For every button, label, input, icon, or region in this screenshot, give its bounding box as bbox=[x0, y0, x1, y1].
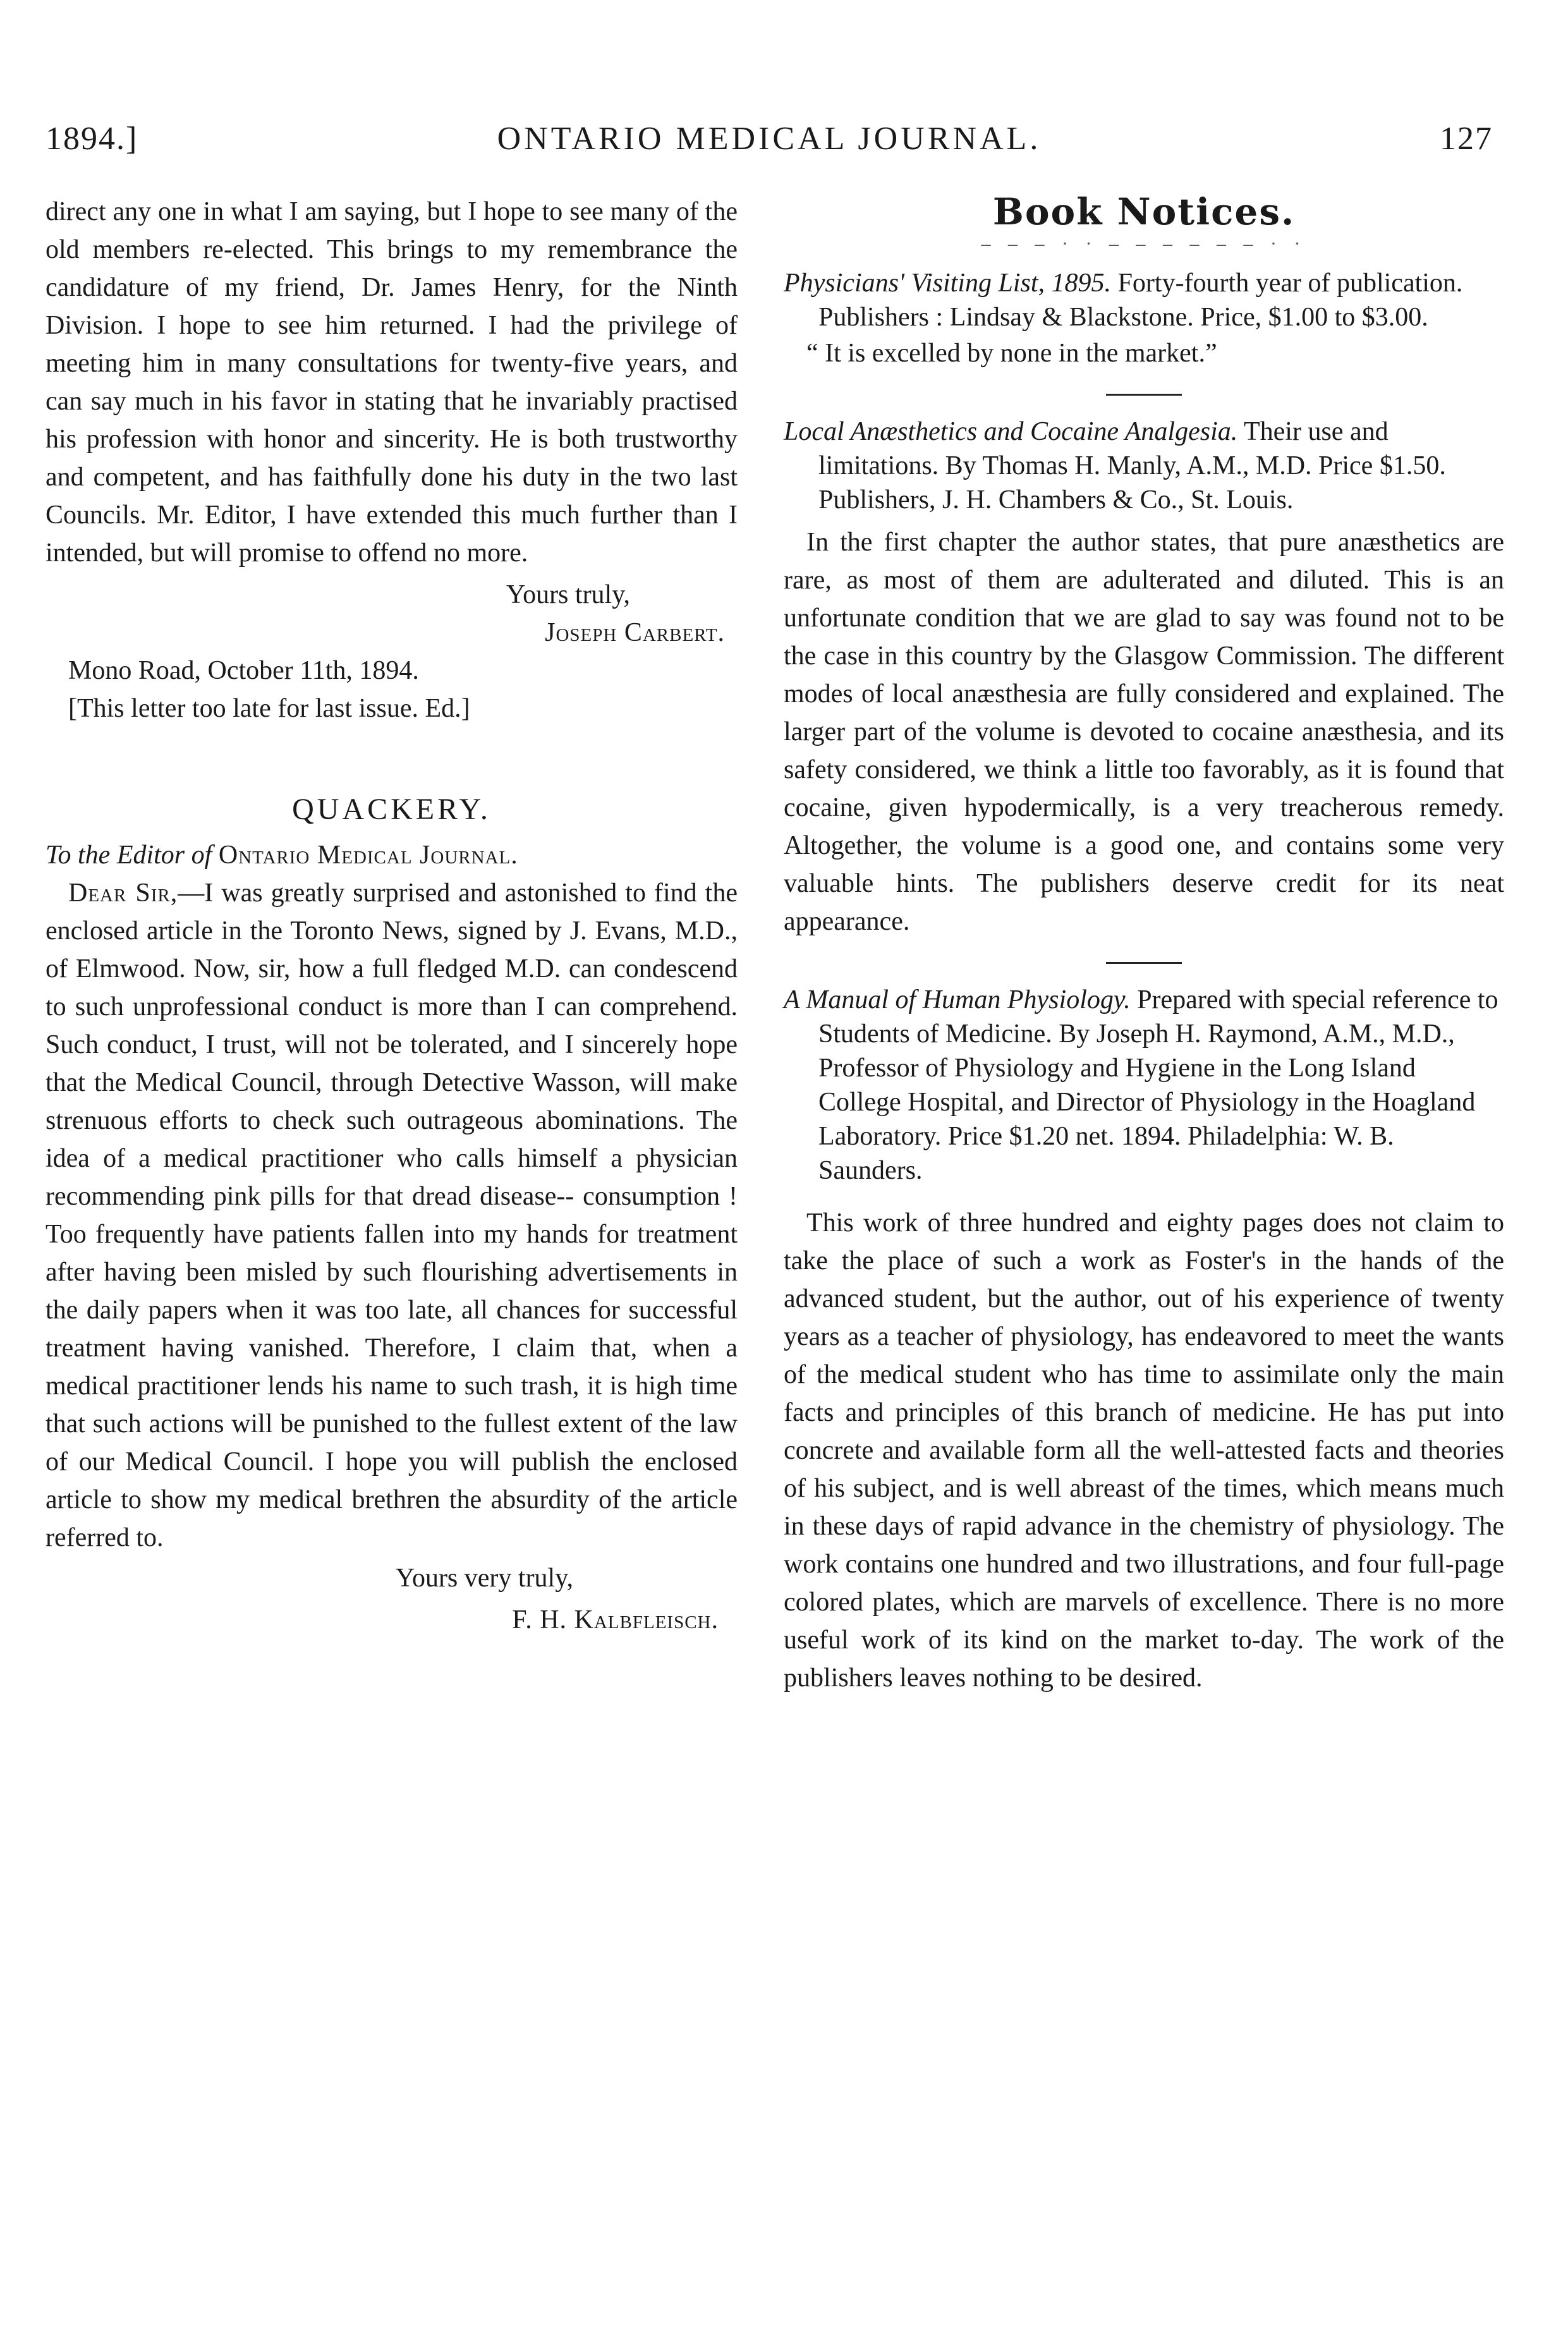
quackery-body-text: —I was greatly surprised and astonished to find the enclosed article in the Toronto News, signed by J. Evans, M.D., of Elmwood. Now, sir, how a full fledged M.D. can condescend to such unprofessional conduct is more than I can comprehend. Such conduct, I trust, will not be tolerated, and I sincerely hope that the Medical Council, through Detective Wasson, will make strenuous efforts to check such outrageous abominations. The idea of a medical practitioner who calls himself a physician recommending pink pills for that dread disease-- consumption ! Too frequently have patients fallen into my hands for treatment after having been misled by such flourishing advertisements in the daily papers when it was too late, all chances for successful treatment having vanished. Therefore, I claim that, when a medical practitioner lends his name to such trash, it is high time that such actions will be punished to the fullest extent of the law of our Medical Council. I hope you will publish the enclosed article to show my medical brethren the absurdity of the article referred to. bbox=[46, 879, 738, 1552]
address-journal: Ontario Medical Journal. bbox=[218, 841, 518, 870]
letter-place-date: Mono Road, October 11th, 1894. bbox=[68, 656, 419, 685]
notice-body: In the first chapter the author states, that pure anæsthetics are rare, as most of them are adulterated and diluted. This is an unfortunate condition that we are glad to say was found not to be the case in this country by the Glasgow Commission. The different modes of local anæsthesia are fully considered and explained. The larger part of the volume is devoted to cocaine anæsthesia, and its safety considered, we think a little too favorably, as it is found that cocaine, given hypodermically, is a very treacherous remedy. Altogether, the volume is a good one, and contains some very valuable hints. The publishers deserve credit for its neat appearance. bbox=[784, 528, 1504, 936]
letter-paragraph: direct any one in what I am saying, but I hope to see many of the old members re-elected. This brings to my remembrance the candidature of my friend, Dr. James Henry, for the Ninth Division. I hope to see him returned. I had the privilege of meeting him in many consultations for twenty-five years, and can say much in his favor in stating that he invariably practised his profession with honor and sincerity. He is both trustworthy and competent, and has faithfully done his duty in the two last Councils. Mr. Editor, I have extended this much further than I intended, but will promise to offend no more. bbox=[46, 197, 738, 568]
quackery-address bbox=[46, 836, 738, 874]
quackery-signature: F. H. Kalbfleisch. bbox=[512, 1605, 719, 1634]
section-rule bbox=[1106, 962, 1182, 964]
notice-entry bbox=[784, 415, 1504, 517]
decorative-divider: – – – · · – – – – – – · · bbox=[981, 233, 1307, 254]
left-column bbox=[46, 193, 738, 1639]
notice-details: Forty-fourth year of publication. Publishers : Lindsay & Blackstone. Price, $1.00 to $3.00. bbox=[818, 269, 1463, 332]
notice-title: Local Anæsthetics and Cocaine Analgesia. bbox=[784, 417, 1238, 446]
running-header bbox=[46, 120, 1493, 171]
letter-closing: Yours truly, bbox=[506, 580, 630, 609]
notice-details: Prepared with special reference to Students of Medicine. By Joseph H. Raymond, A.M., M.D., Professor of Physiology and Hygiene in the Long Island College Hospital, and Director of Physiology in the Hoagland Laboratory. Price $1.20 net. 1894. Philadelphia: W. B. Saunders. bbox=[818, 985, 1498, 1185]
quackery-closing: Yours very truly, bbox=[395, 1564, 573, 1593]
book-notices-heading: Book Notices. bbox=[992, 190, 1296, 233]
journal-title: ONTARIO MEDICAL JOURNAL. bbox=[497, 121, 1042, 157]
notice-title: Physicians' Visiting List, 1895. bbox=[784, 269, 1112, 298]
address-prefix: To the Editor of bbox=[46, 841, 212, 870]
letter-signature: Joseph Carbert. bbox=[545, 618, 725, 647]
page-number: 127 bbox=[1440, 121, 1493, 157]
notice-entry bbox=[784, 266, 1504, 334]
notice-entry bbox=[784, 983, 1504, 1188]
header-year: 1894.] bbox=[46, 121, 138, 157]
editor-note: [This letter too late for last issue. Ed.] bbox=[68, 694, 470, 723]
right-column bbox=[784, 190, 1504, 1697]
notice-title: A Manual of Human Physiology. bbox=[784, 985, 1131, 1014]
notice-body: “ It is excelled by none in the market.” bbox=[806, 339, 1217, 368]
notice-details: Their use and limitations. By Thomas H. Manly, A.M., M.D. Price $1.50. Publishers, J. H. Chambers & Co., St. Louis. bbox=[818, 417, 1446, 514]
quackery-letter-body bbox=[46, 874, 738, 1557]
section-rule bbox=[1106, 394, 1182, 396]
notice-body: This work of three hundred and eighty pages does not claim to take the place of such a work as Foster's in the hands of the advanced student, but the author, out of his experience of twenty years as a teacher of physiology, has endeavored to meet the wants of the medical student who has time to assimilate only the main facts and principles of this branch of medicine. He has put into concrete and available form all the well-attested facts and theories of his subject, and is well abreast of the times, which means much in these days of rapid advance in the chemistry of physiology. The work contains one hundred and two illustrations, and four full-page colored plates, which are marvels of excellence. There is no more useful work of its kind on the market to-day. The work of the publishers leaves nothing to be desired. bbox=[784, 1208, 1504, 1693]
salutation: Dear Sir, bbox=[68, 879, 178, 908]
quackery-heading: QUACKERY. bbox=[292, 793, 491, 826]
